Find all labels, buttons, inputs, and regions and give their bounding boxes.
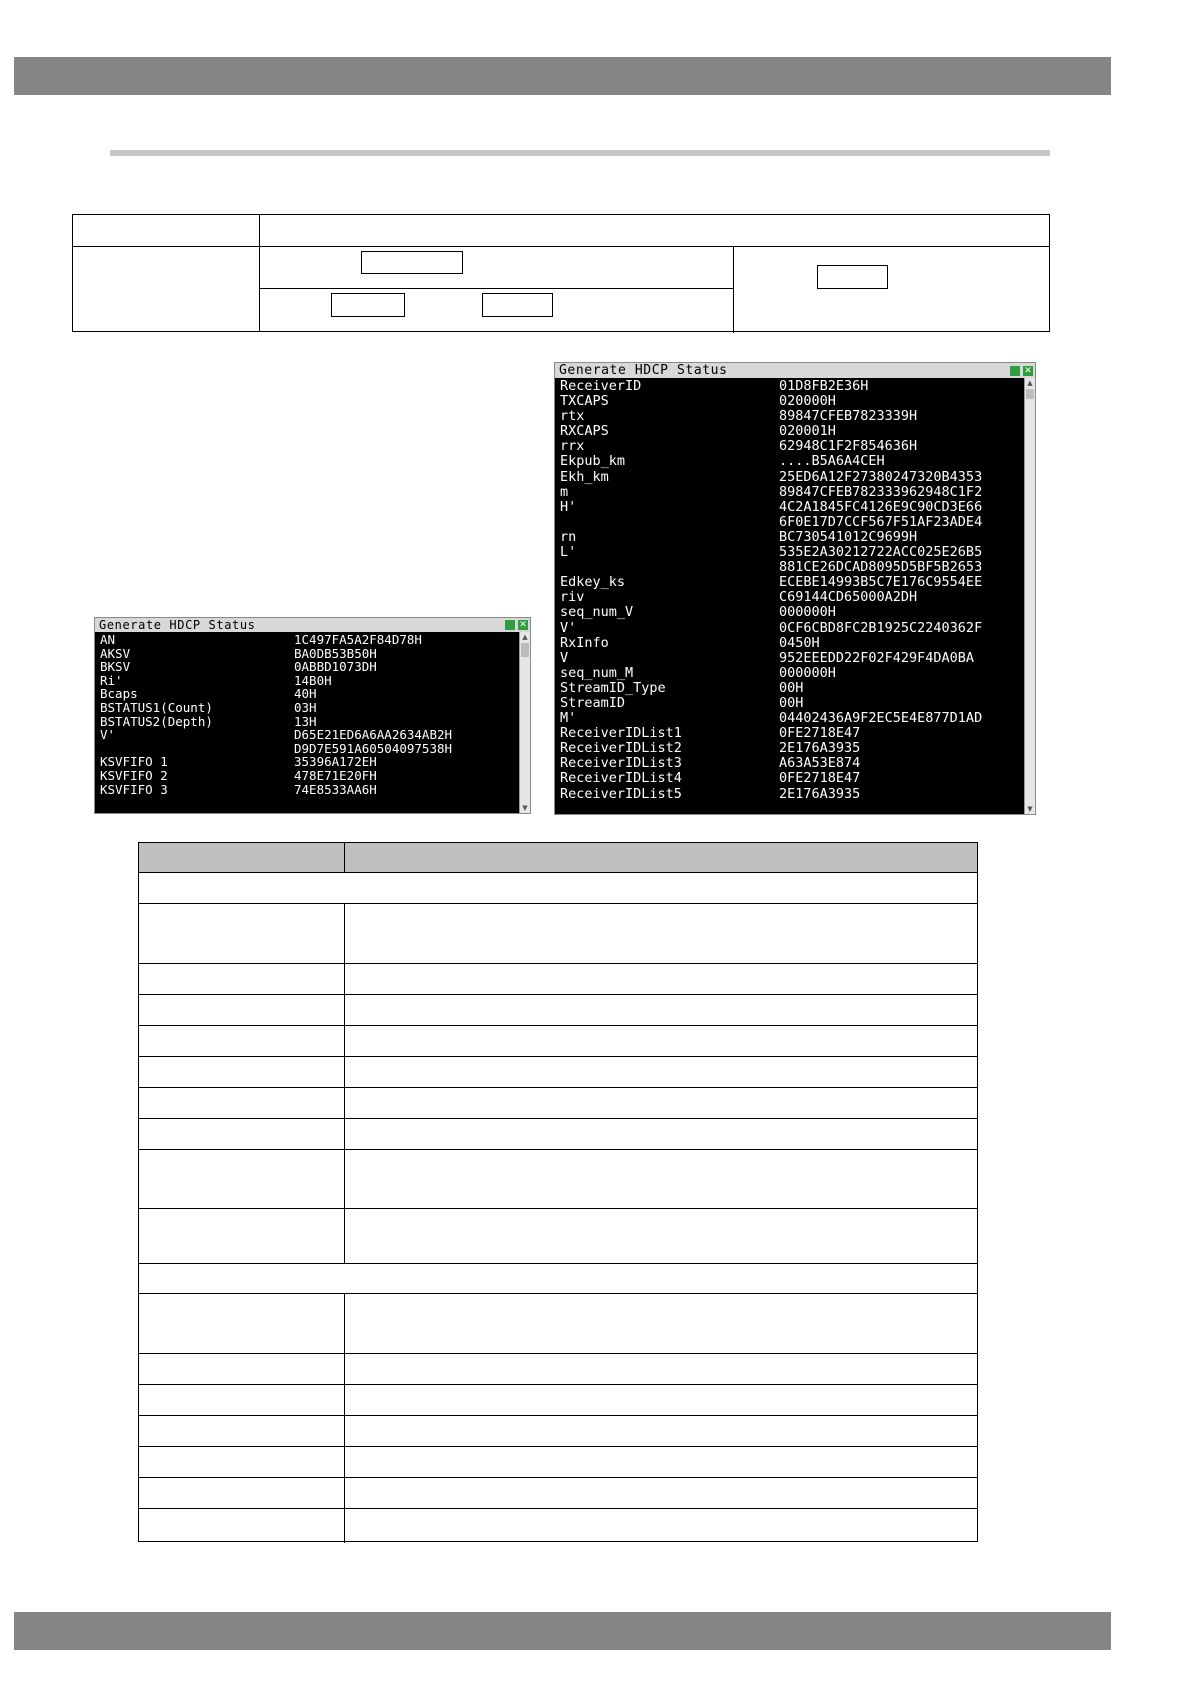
scroll-thumb[interactable] bbox=[1026, 389, 1034, 399]
scroll-up-arrow-icon[interactable]: ▲ bbox=[1027, 379, 1033, 387]
status-key: L' bbox=[560, 544, 577, 561]
status-key: H' bbox=[560, 498, 577, 515]
key-table-inner-col-divider bbox=[733, 247, 734, 333]
status-key: TXCAPS bbox=[560, 393, 609, 410]
status-key: ReceiverIDList5 bbox=[560, 785, 682, 802]
status-key: StreamID_Type bbox=[560, 679, 666, 696]
status-key: seq_num_M bbox=[560, 664, 634, 681]
status-value: 2E176A3935 bbox=[779, 785, 861, 802]
table-row-line bbox=[139, 1508, 977, 1509]
status-key: M' bbox=[560, 710, 577, 727]
description-table bbox=[138, 842, 978, 1542]
status-value: 6F0E17D7CCF567F51AF23ADE4 bbox=[779, 513, 983, 530]
window-title: Generate HDCP Status bbox=[95, 618, 530, 632]
status-key: ReceiverIDList1 bbox=[560, 725, 682, 742]
table-row-line bbox=[139, 963, 977, 964]
status-value: 03H bbox=[294, 699, 317, 715]
hdcp-status-window-small bbox=[94, 617, 531, 814]
key-table-col-divider bbox=[259, 215, 260, 331]
status-value: C69144CD65000A2DH bbox=[779, 589, 918, 606]
status-key: RXCAPS bbox=[560, 423, 609, 440]
status-key: V' bbox=[100, 727, 116, 743]
table-row-line bbox=[139, 1056, 977, 1057]
status-value: 35396A172EH bbox=[294, 754, 377, 770]
status-value: ECEBE14993B5C7E176C9554EE bbox=[779, 574, 983, 591]
scroll-thumb[interactable] bbox=[521, 643, 529, 657]
minimize-button[interactable] bbox=[505, 620, 515, 630]
status-key: BSTATUS1(Count) bbox=[100, 699, 213, 715]
table-col-divider bbox=[344, 903, 345, 1263]
status-key: rrx bbox=[560, 438, 585, 455]
status-value: ....B5A6A4CEH bbox=[779, 453, 885, 470]
table-row-line bbox=[139, 1353, 977, 1354]
window-title: Generate HDCP Status bbox=[555, 363, 1035, 378]
status-value: D65E21ED6A6AA2634AB2H bbox=[294, 727, 453, 743]
status-key: ReceiverIDList3 bbox=[560, 755, 682, 772]
status-value: 2E176A3935 bbox=[779, 740, 861, 757]
status-value: 952EEEDD22F02F429F4DA0BA bbox=[779, 649, 975, 666]
key-button-4[interactable] bbox=[817, 265, 888, 289]
key-table bbox=[72, 214, 1050, 332]
status-key: Bcaps bbox=[100, 686, 138, 702]
status-value: BC730541012C9699H bbox=[779, 528, 918, 545]
table-row-line bbox=[139, 1415, 977, 1416]
table-row-line bbox=[139, 1446, 977, 1447]
status-value: A63A53E874 bbox=[779, 755, 861, 772]
status-key: KSVFIFO 3 bbox=[100, 781, 168, 797]
status-key: m bbox=[560, 483, 569, 500]
status-value: 01D8FB2E36H bbox=[779, 378, 869, 394]
minimize-button[interactable] bbox=[1010, 366, 1020, 376]
table-row-line bbox=[139, 1025, 977, 1026]
status-key: rtx bbox=[560, 408, 585, 425]
status-key: AN bbox=[100, 632, 116, 647]
status-key: V' bbox=[560, 619, 577, 636]
section-rule bbox=[110, 150, 1050, 156]
status-value: 0FE2718E47 bbox=[779, 770, 861, 787]
status-value: 000000H bbox=[779, 604, 836, 621]
status-key: RxInfo bbox=[560, 634, 609, 651]
status-value: 04402436A9F2EC5E4E877D1AD bbox=[779, 710, 983, 727]
status-key: Ekpub_km bbox=[560, 453, 626, 470]
table-col-divider bbox=[344, 1293, 345, 1543]
close-button[interactable]: ✕ bbox=[1024, 366, 1032, 376]
status-value: 020001H bbox=[779, 423, 836, 440]
status-value: 881CE26DCAD8095D5BF5B2653 bbox=[779, 559, 983, 576]
status-value: 62948C1F2F854636H bbox=[779, 438, 918, 455]
table-col-divider-top bbox=[344, 843, 345, 873]
status-value: 0FE2718E47 bbox=[779, 725, 861, 742]
status-key: Edkey_ks bbox=[560, 574, 626, 591]
scrollbar[interactable] bbox=[519, 632, 530, 813]
table-row-line bbox=[139, 1118, 977, 1119]
status-key: rn bbox=[560, 528, 577, 545]
table-row-line bbox=[139, 994, 977, 995]
status-value: 89847CFEB7823339H bbox=[779, 408, 918, 425]
status-key: V bbox=[560, 649, 569, 666]
scroll-down-arrow-icon[interactable]: ▼ bbox=[1027, 805, 1033, 813]
status-value: 14B0H bbox=[294, 672, 332, 688]
status-key: ReceiverIDList2 bbox=[560, 740, 682, 757]
status-value: D9D7E591A60504097538H bbox=[294, 740, 453, 756]
table-row-line bbox=[139, 903, 977, 904]
status-value: 00H bbox=[779, 679, 804, 696]
status-value: 020000H bbox=[779, 393, 836, 410]
table-row-line bbox=[139, 1208, 977, 1209]
key-button-2[interactable] bbox=[331, 293, 405, 317]
status-value: 40H bbox=[294, 686, 317, 702]
status-key: riv bbox=[560, 589, 585, 606]
status-key: AKSV bbox=[100, 645, 131, 661]
key-table-inner-row-divider bbox=[260, 288, 733, 289]
status-value: 0450H bbox=[779, 634, 820, 651]
key-button-1[interactable] bbox=[361, 251, 463, 274]
status-key: ReceiverID bbox=[560, 378, 642, 394]
scrollbar[interactable] bbox=[1024, 378, 1035, 814]
status-value: 535E2A30212722ACC025E26B5 bbox=[779, 544, 983, 561]
status-key: ReceiverIDList4 bbox=[560, 770, 682, 787]
key-button-3[interactable] bbox=[482, 293, 553, 317]
table-row-line bbox=[139, 1149, 977, 1150]
status-key: KSVFIFO 1 bbox=[100, 754, 168, 770]
status-key: BKSV bbox=[100, 659, 131, 675]
status-value: 1C497FA5A2F84D78H bbox=[294, 632, 422, 647]
status-value: 89847CFEB782333962948C1F2 bbox=[779, 483, 983, 500]
table-row-line bbox=[139, 1087, 977, 1088]
status-value: 00H bbox=[779, 694, 804, 711]
status-value: 25ED6A12F27380247320B4353 bbox=[779, 468, 983, 485]
status-key: Ri' bbox=[100, 672, 123, 688]
table-row-line bbox=[139, 1384, 977, 1385]
close-button[interactable]: ✕ bbox=[519, 620, 527, 630]
status-value: 0ABBD1073DH bbox=[294, 659, 377, 675]
status-value: 478E71E20FH bbox=[294, 767, 377, 783]
key-table-header-divider bbox=[73, 246, 1049, 247]
status-key: KSVFIFO 2 bbox=[100, 767, 168, 783]
scroll-up-arrow-icon[interactable]: ▲ bbox=[522, 633, 528, 641]
status-key: Ekh_km bbox=[560, 468, 609, 485]
hdcp-status-window-large bbox=[554, 362, 1036, 815]
status-key: BSTATUS2(Depth) bbox=[100, 713, 213, 729]
table-row-line bbox=[139, 1293, 977, 1294]
scroll-down-arrow-icon[interactable]: ▼ bbox=[522, 804, 528, 812]
table-row-line bbox=[139, 1263, 977, 1264]
table-header bbox=[139, 843, 977, 873]
status-key: StreamID bbox=[560, 694, 626, 711]
table-row-line bbox=[139, 1477, 977, 1478]
status-value: 74E8533AA6H bbox=[294, 781, 377, 797]
status-value: BA0DB53B50H bbox=[294, 645, 377, 661]
header-band bbox=[14, 57, 1111, 95]
status-value: 000000H bbox=[779, 664, 836, 681]
status-value: 4C2A1845FC4126E9C90CD3E66 bbox=[779, 498, 983, 515]
status-value: 13H bbox=[294, 713, 317, 729]
footer-band bbox=[14, 1612, 1111, 1650]
status-key: seq_num_V bbox=[560, 604, 634, 621]
status-value: 0CF6CBD8FC2B1925C2240362F bbox=[779, 619, 983, 636]
